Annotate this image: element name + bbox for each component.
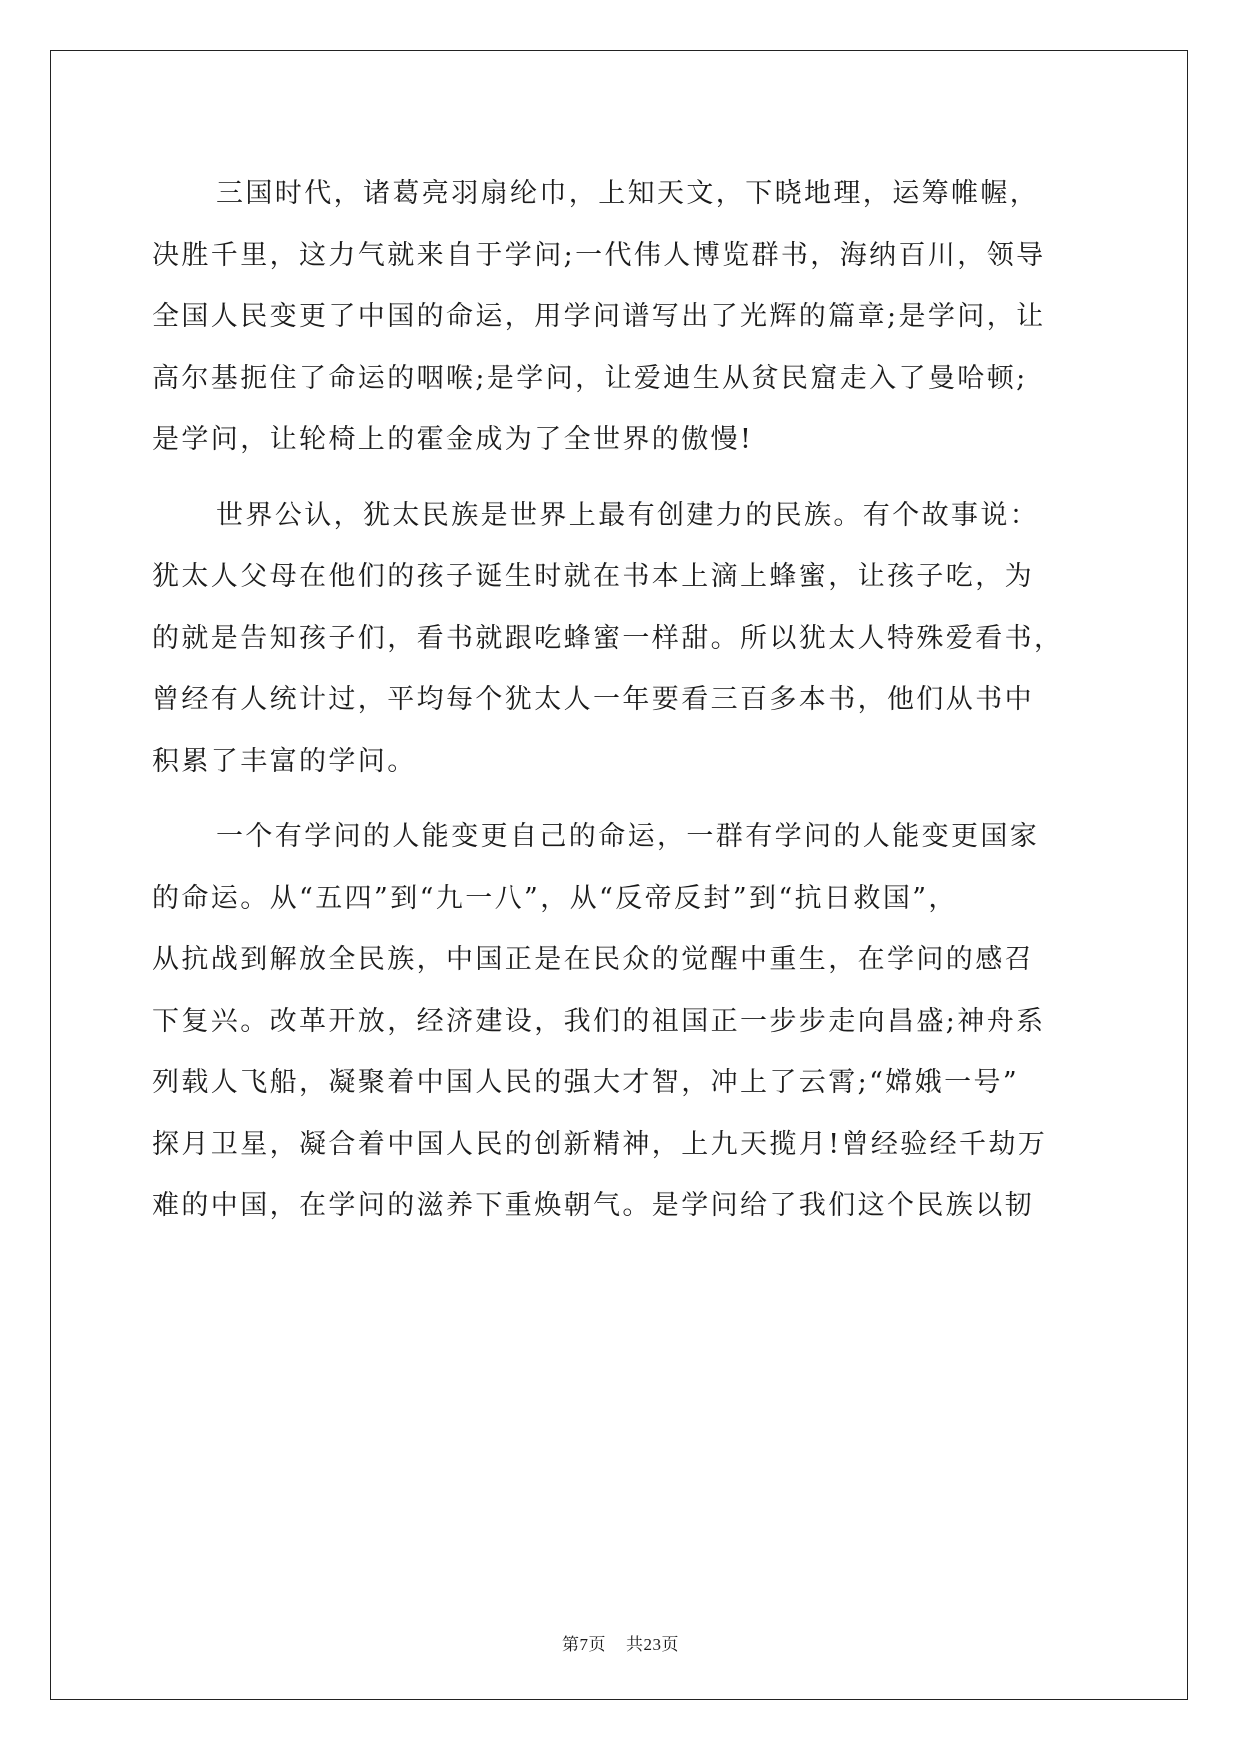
- text-line: 犹太人父母在他们的孩子诞生时就在书本上滴上蜂蜜，让孩子吃，为: [152, 561, 1034, 592]
- text-line: 难的中国，在学问的滋养下重焕朝气。是学问给了我们这个民族以韧: [152, 1190, 1034, 1221]
- document-body: [152, 163, 1092, 1237]
- text-line: 是学问，让轮椅上的霍金成为了全世界的傲慢!: [152, 424, 754, 455]
- text-line: 积累了丰富的学问。: [152, 745, 417, 777]
- text-line: 高尔基扼住了命运的咽喉;是学问，让爱迪生从贫民窟走入了曼哈顿;: [152, 362, 1028, 394]
- text-line: 全国人民变更了中国的命运，用学问谱写出了光辉的篇章;是学问，让: [152, 301, 1046, 332]
- text-line: 探月卫星，凝合着中国人民的创新精神，上九天揽月!曾经验经千劫万: [152, 1128, 1048, 1160]
- paragraph-1: [152, 163, 1092, 471]
- text-line: 从抗战到解放全民族，中国正是在民众的觉醒中重生，在学问的感召: [152, 944, 1034, 975]
- text-line: 决胜千里，这力气就来自于学问;一代伟人博览群书，海纳百川，领导: [152, 239, 1046, 271]
- text-line: 下复兴。改革开放，经济建设，我们的祖国正一步步走向昌盛;神舟系: [152, 1005, 1046, 1037]
- text-line: 的命运。从“五四”到“九一八”，从“反帝反封”到“抗日救国”，: [152, 882, 958, 914]
- text-line: 三国时代，诸葛亮羽扇纶巾，上知天文，下晓地理，运筹帷幄，: [216, 178, 1040, 209]
- text-line: 的就是告知孩子们，看书就跟吃蜂蜜一样甜。所以犹太人特殊爱看书，: [152, 622, 1064, 654]
- paragraph-2: [152, 485, 1092, 793]
- text-line: 曾经有人统计过，平均每个犹太人一年要看三百多本书，他们从书中: [152, 684, 1034, 715]
- page-number: 第7页: [562, 1635, 606, 1654]
- page-total: 共23页: [626, 1635, 679, 1654]
- text-line: 列载人飞船，凝聚着中国人民的强大才智，冲上了云霄;“嫦娥一号”: [152, 1067, 1020, 1098]
- text-line: 一个有学问的人能变更自己的命运，一群有学问的人能变更国家: [216, 821, 1040, 852]
- page-footer: [0, 1630, 1241, 1655]
- text-line: 世界公认，犹太民族是世界上最有创建力的民族。有个故事说：: [216, 499, 1040, 531]
- paragraph-3: [152, 806, 1092, 1237]
